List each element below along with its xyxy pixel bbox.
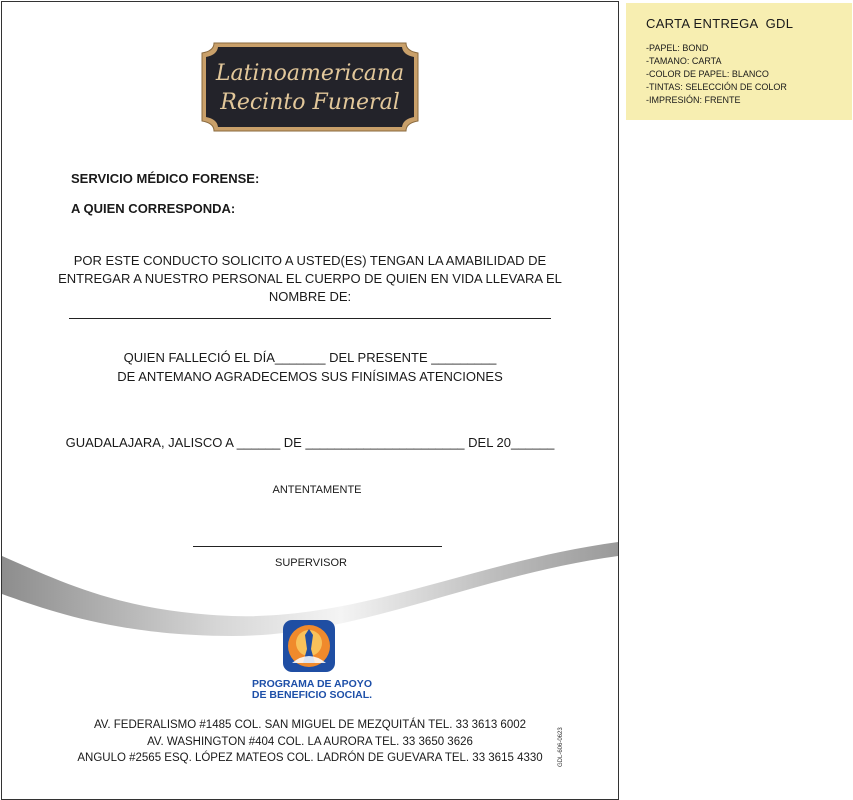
death-date-line: QUIEN FALLECIÓ EL DÍA_______ DEL PRESENTE _________ [123, 350, 497, 365]
heading-forense: SERVICIO MÉDICO FORENSE: [71, 171, 260, 186]
form-code: GDL-606-0623 [558, 727, 564, 767]
program-name [232, 679, 392, 701]
program-line2: DE BENEFICIO SOCIAL. [251, 689, 373, 701]
closing-text: ANTENTAMENTE [272, 484, 362, 496]
address-line: AV. WASHINGTON #404 COL. LA AURORA TEL. 33 3650 3626 [147, 736, 473, 748]
paragraph-line: ENTREGAR A NUESTRO PERSONAL EL CUERPO DE QUIEN EN VIDA LLEVARA EL [58, 271, 562, 286]
spec-line: -IMPRESIÓN: FRENTE [646, 95, 741, 105]
thanks-line: DE ANTEMANO AGRADECEMOS SUS FINÍSIMAS ATENCIONES [117, 369, 503, 384]
print-spec-note [626, 3, 852, 120]
funeral-logo [200, 41, 420, 133]
spec-title: CARTA ENTREGA GDL [646, 16, 794, 31]
address-line: ANGULO #2565 ESQ. LÓPEZ MATEOS COL. LADRÓN DE GUEVARA TEL. 33 3615 4330 [77, 752, 543, 764]
spec-line: -TINTAS: SELECCIÓN DE COLOR [646, 82, 787, 92]
paragraph-line: NOMBRE DE: [268, 289, 352, 304]
place-date-line: GUADALAJARA, JALISCO A ______ DE ______________________ DEL 20______ [65, 435, 555, 450]
program-line1: PROGRAMA DE APOYO [252, 678, 372, 690]
program-logo-icon [282, 619, 336, 673]
letter-page [1, 1, 619, 800]
heading-quien-corresponda: A QUIEN CORRESPONDA: [71, 201, 236, 216]
name-underline [69, 318, 551, 319]
logo-line2: Recinto Funeral [220, 90, 400, 115]
spec-line: -TAMANO: CARTA [646, 56, 722, 66]
spec-line: -COLOR DE PAPEL: BLANCO [646, 69, 769, 79]
spec-line: -PAPEL: BOND [646, 43, 709, 53]
logo-line1: Latinoamericana [215, 61, 405, 86]
address-line: AV. FEDERALISMO #1485 COL. SAN MIGUEL DE MEZQUITÁN TEL. 33 3613 6002 [93, 719, 527, 731]
signature-label: SUPERVISOR [275, 557, 347, 569]
paragraph-line: POR ESTE CONDUCTO SOLICITO A USTED(ES) TENGAN LA AMABILIDAD DE [73, 253, 547, 268]
